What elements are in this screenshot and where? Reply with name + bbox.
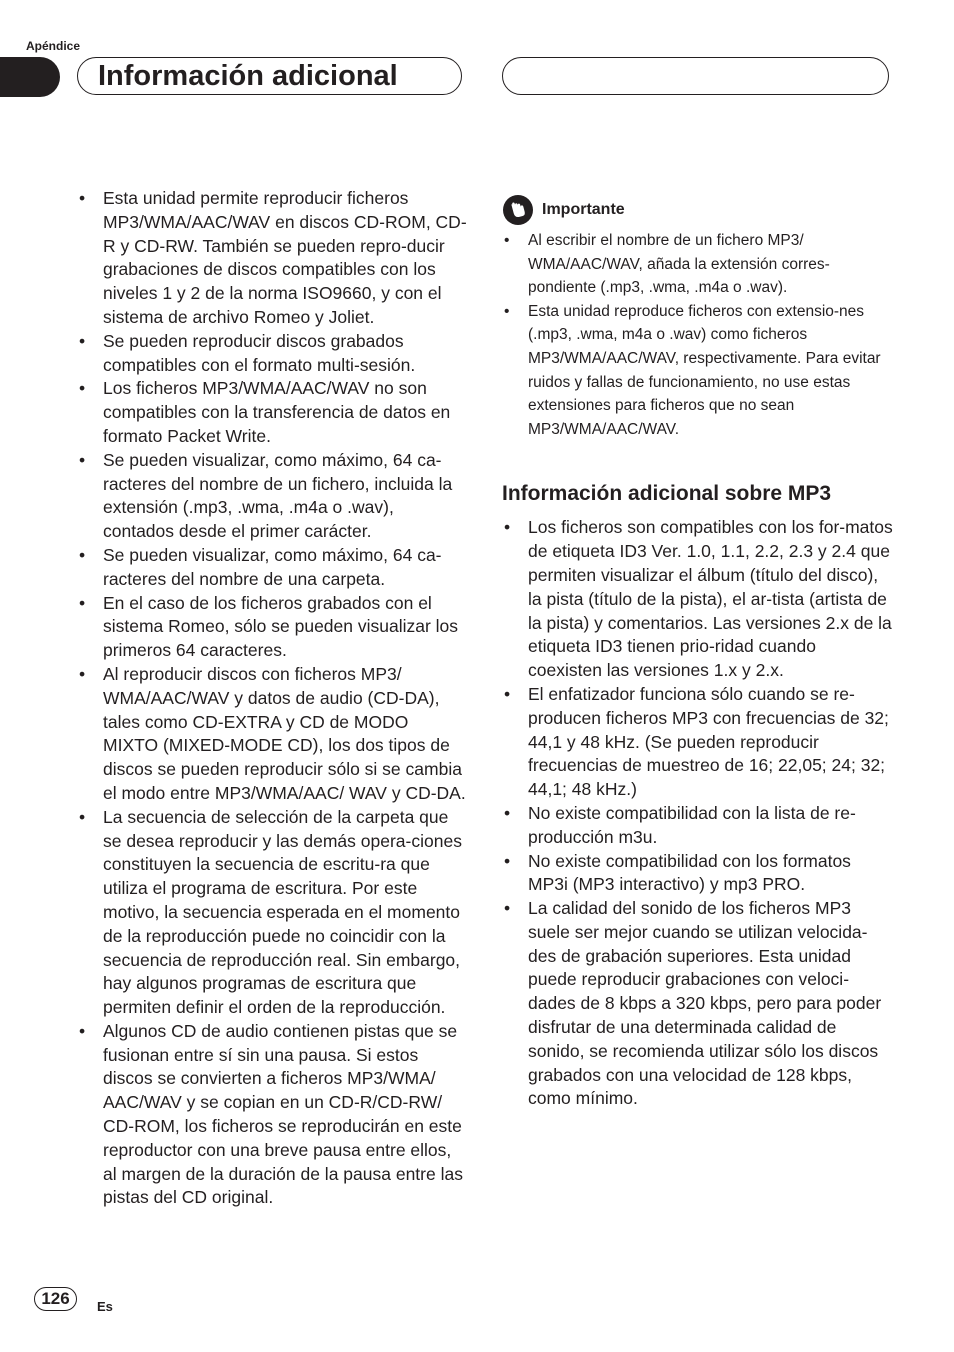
page-number: 126 (34, 1287, 77, 1311)
list-item: • Los ficheros son compatibles con los for-matos de etiqueta ID3 Ver. 1.0, 1.1, 2.2, 2.3 y 2.4 que permiten visualizar el álbum (título del disco), la pista (título de la pista), el ar-tista (artista de la pista) y comentarios. Las versiones 2.x de la etiqueta ID3 tienen prio-ridad cuando coexisten las versiones 1.x y 2.x. (502, 516, 894, 683)
list-item: • El enfatizador funciona sólo cuando se re-producen ficheros MP3 con frecuencias de 32; 44,1 y 48 kHz. (Se pueden reproducir frecuencias de muestreo de 16; 22,05; 24; 32; 44,1; 48 kHz.) (502, 683, 894, 802)
page-title: Información adicional (98, 60, 398, 92)
list-item: • La secuencia de selección de la carpeta que se desea reproducir y las demás opera-ciones constituyen la secuencia de escritu-ra que utiliza el programa de escritura. Por este motivo, la secuencia esperada en el momento de la reproducción puede no coincidir con la secuencia de reproducción real. Sin embargo, hay algunos programas de escritura que permiten definir el orden de la reproducción. (77, 806, 467, 1020)
list-item: • Se pueden visualizar, como máximo, 64 ca-racteres del nombre de una carpeta. (77, 544, 467, 592)
mp3-section-heading: Información adicional sobre MP3 (502, 482, 832, 506)
left-bullet-list (77, 187, 467, 1210)
list-item: • Esta unidad reproduce ficheros con extensio-nes (.mp3, .wma, m4a o .wav) como ficheros MP3/WMA/AAC/WAV, respectivamente. Para evitar ruidos y fallas de funcionamiento, no use estas extensiones para ficheros que no sean MP3/WMA/AAC/WAV. (502, 300, 894, 442)
important-header (502, 195, 894, 225)
important-hand-icon (502, 194, 534, 226)
important-label: Importante (542, 201, 625, 218)
important-bullet-list (502, 229, 894, 441)
list-item: • Se pueden reproducir discos grabados compatibles con el formato multi-sesión. (77, 330, 467, 378)
list-item: • No existe compatibilidad con la lista de re-producción m3u. (502, 802, 894, 850)
list-item: • Algunos CD de audio contienen pistas que se fusionan entre sí sin una pausa. Si estos discos se convierten a ficheros MP3/WMA/ AAC/WAV y se copian en un CD-R/CD-RW/ CD-ROM, los ficheros se reproducirán en este reproductor con una breve pausa entre ellos, al margen de la duración de la pausa entre las pistas del CD original. (77, 1020, 467, 1210)
black-tab-marker (0, 57, 60, 97)
language-code: Es (97, 1299, 113, 1314)
list-item: • No existe compatibilidad con los formatos MP3i (MP3 interactivo) y mp3 PRO. (502, 850, 894, 898)
list-item: • En el caso de los ficheros grabados con el sistema Romeo, sólo se pueden visualizar los primeros 64 caracteres. (77, 592, 467, 663)
section-label: Apéndice (26, 39, 81, 53)
list-item: • La calidad del sonido de los ficheros MP3 suele ser mejor cuando se utilizan velocida-des de grabación superiores. Esta unidad puede reproducir grabaciones con veloci-dades de 8 kbps a 320 kbps, pero para poder disfrutar de una determinada calidad de sonido, se recomienda utilizar sólo los discos grabados con una velocidad de 128 kbps, como mínimo. (502, 897, 894, 1111)
left-column (77, 187, 467, 1210)
mp3-bullet-list (502, 516, 894, 1111)
list-item: • Se pueden visualizar, como máximo, 64 ca-racteres del nombre de un fichero, incluida la extensión (.mp3, .wma, .m4a o .wav), contados desde el primer carácter. (77, 449, 467, 544)
right-column (502, 195, 894, 1111)
list-item: • Los ficheros MP3/WMA/AAC/WAV no son compatibles con la transferencia de datos en formato Packet Write. (77, 377, 467, 448)
list-item: • Al reproducir discos con ficheros MP3/ WMA/AAC/WAV y datos de audio (CD-DA), tales como CD-EXTRA y CD de MODO MIXTO (MIXED-MODE CD), los dos tipos de discos se pueden reproducir sólo si se cambia el modo entre MP3/WMA/AAC/ WAV y CD-DA. (77, 663, 467, 806)
list-item: • Al escribir el nombre de un fichero MP3/ WMA/AAC/WAV, añada la extensión corres-pondiente (.mp3, .wma, .m4a o .wav). (502, 229, 894, 300)
list-item: • Esta unidad permite reproducir ficheros MP3/WMA/AAC/WAV en discos CD-ROM, CD-R y CD-RW. También se pueden repro-ducir grabaciones de discos compatibles con los niveles 1 y 2 de la norma ISO9660, y con el sistema de archivo Romeo y Joliet. (77, 187, 467, 330)
empty-header-frame (502, 57, 889, 95)
